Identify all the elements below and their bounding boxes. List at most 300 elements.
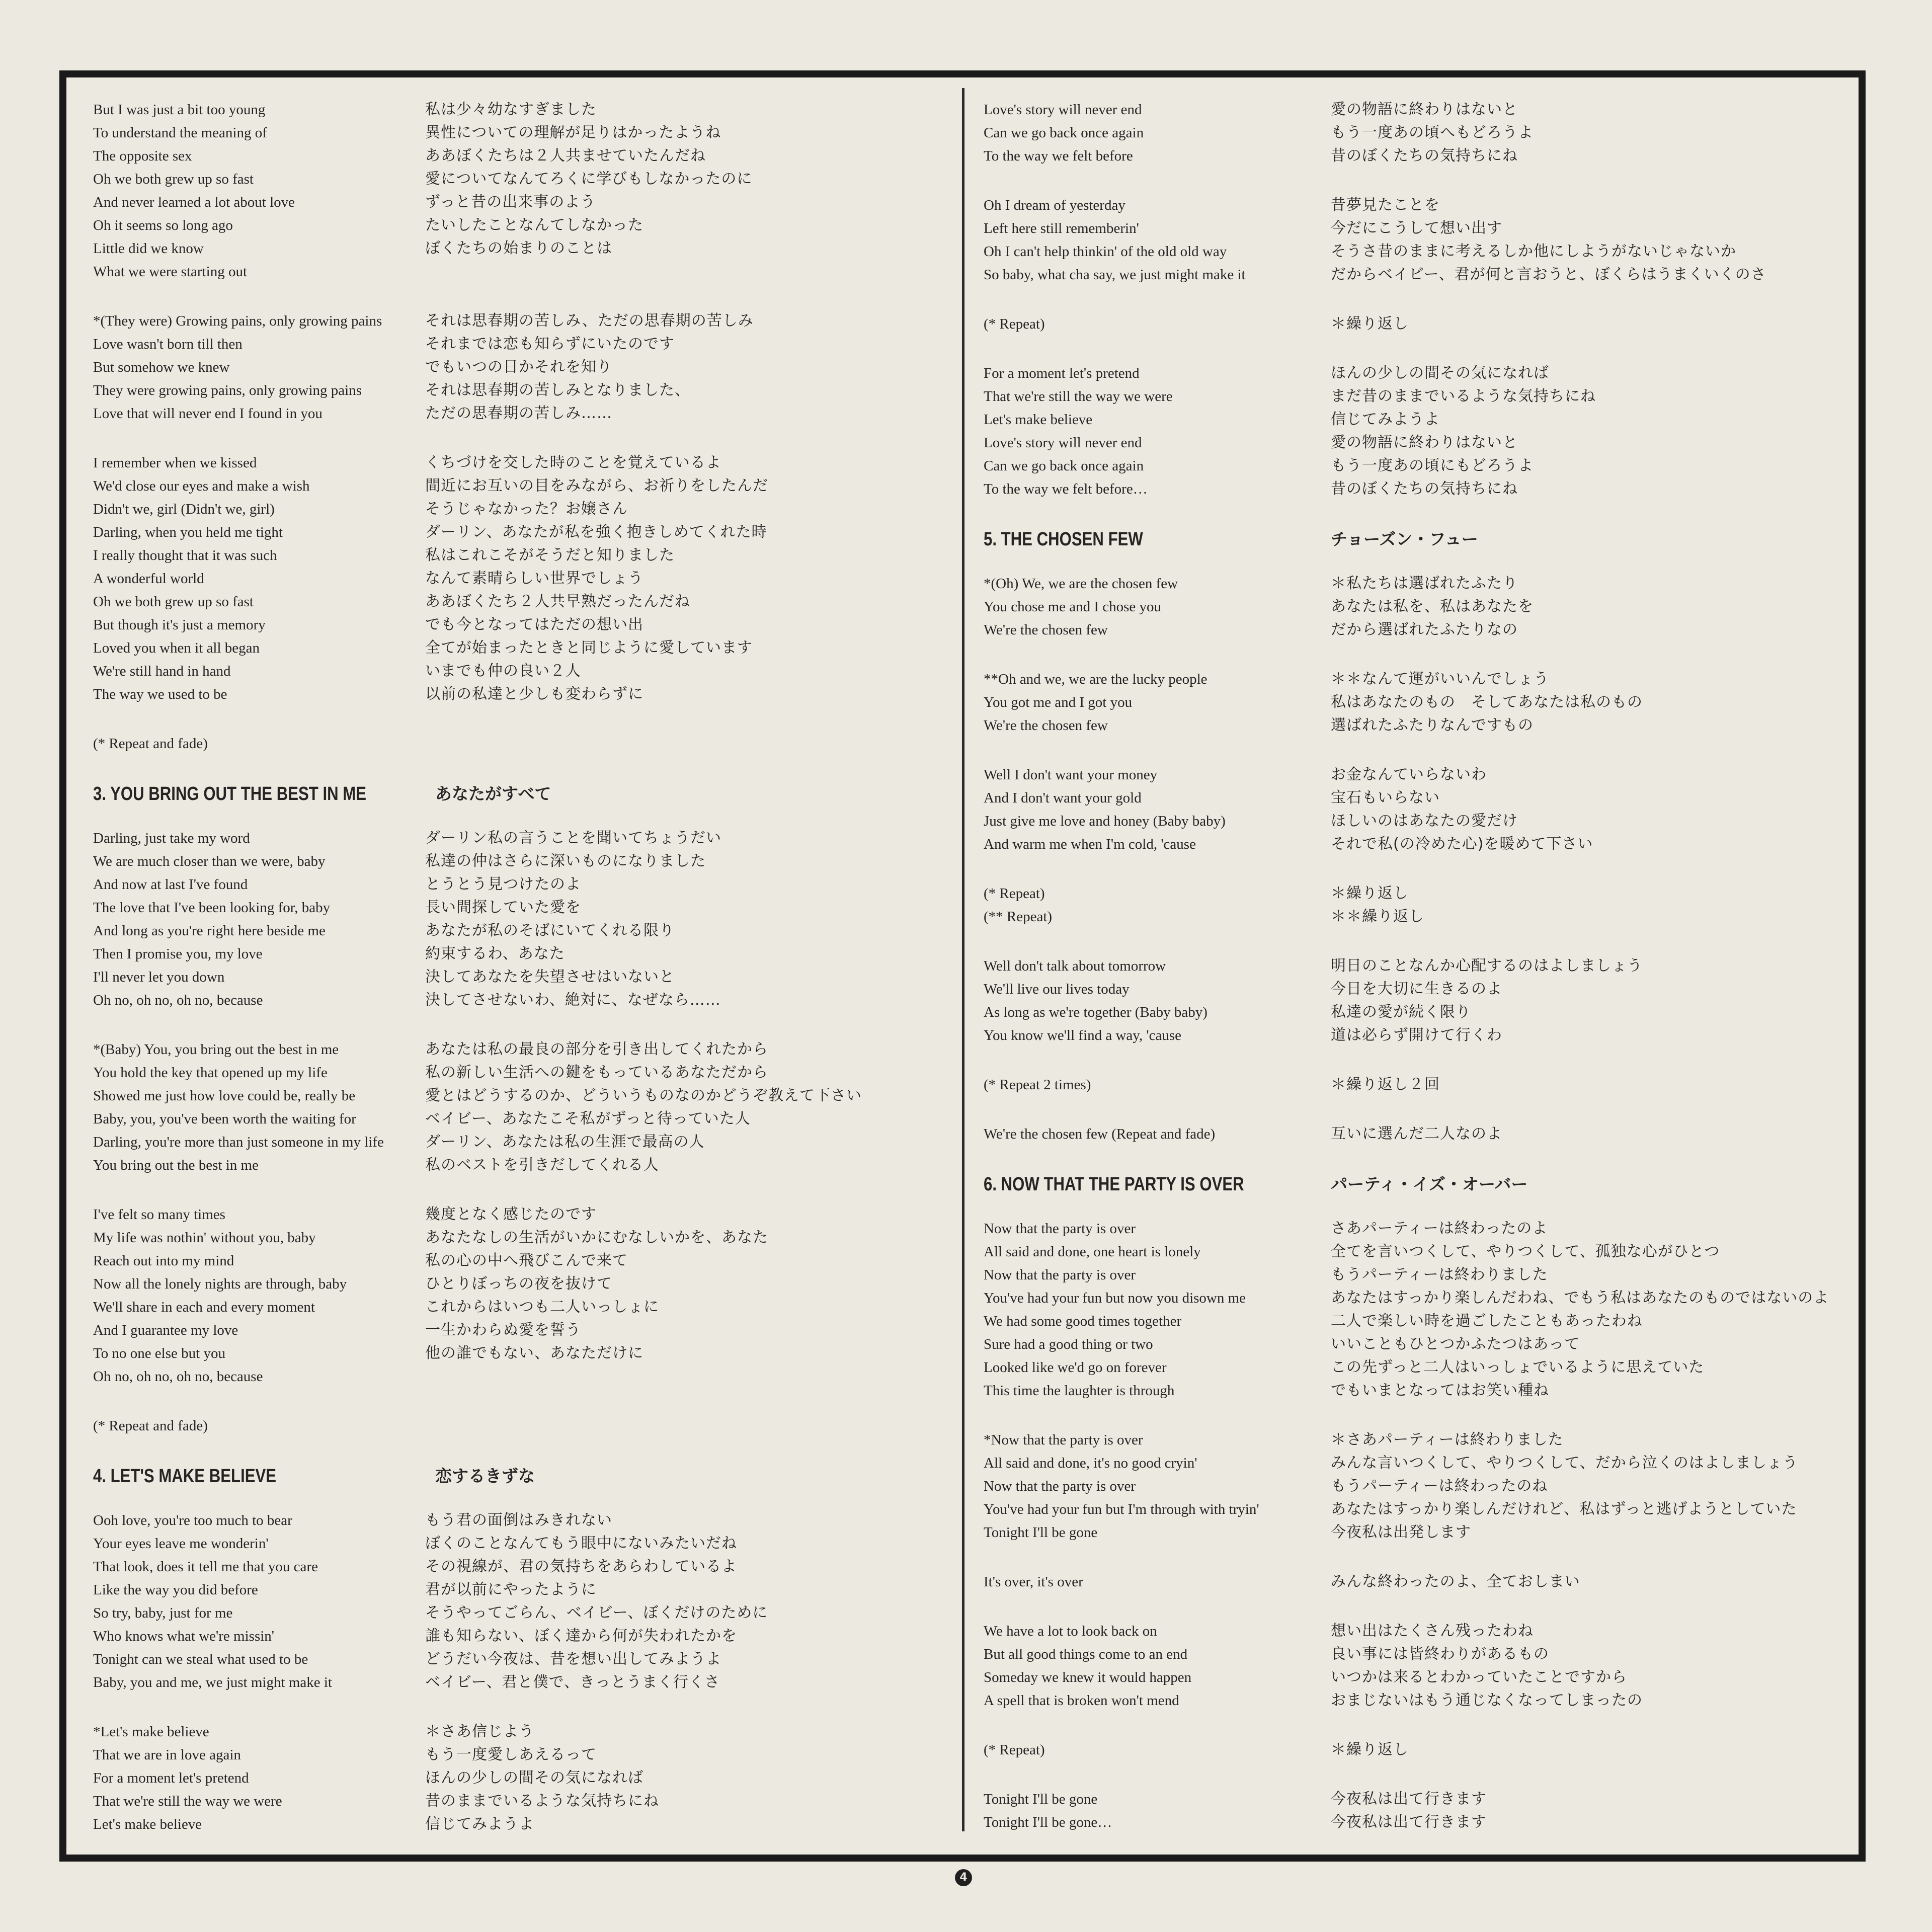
lyric-english: We had some good times together [984, 1313, 1182, 1329]
lyric-stanza [984, 98, 1844, 168]
lyric-english: Little did we know [93, 240, 204, 257]
song-title-japanese: あなたがすべて [435, 784, 551, 803]
lyric-english: Can we go back once again [984, 458, 1144, 474]
lyric-line [93, 214, 928, 237]
lyric-english: Baby, you and me, we just might make it [93, 1674, 332, 1691]
lyric-line [93, 1342, 928, 1365]
lyric-english: And long as you're right here beside me [93, 923, 326, 939]
lyric-line [93, 567, 928, 590]
lyric-english: *(Oh) We, we are the chosen few [984, 576, 1178, 592]
lyric-line [984, 1666, 1844, 1689]
lyric-english: *Let's make believe [93, 1724, 209, 1740]
lyric-english: **Oh and we, we are the lucky people [984, 671, 1208, 687]
lyric-line [93, 1038, 928, 1061]
lyric-stanza [984, 572, 1844, 641]
lyric-english: We're the chosen few (Repeat and fade) [984, 1126, 1216, 1142]
lyric-japanese: ベイビー、君と僕で、きっとうまく行くさ [425, 1673, 720, 1691]
lyric-line [93, 989, 928, 1012]
lyric-english: I've felt so many times [93, 1206, 225, 1223]
lyric-line [93, 1648, 928, 1671]
lyric-stanza [984, 312, 1844, 336]
lyric-line [984, 572, 1844, 595]
lyric-japanese: だから選ばれたふたりなの [1331, 621, 1518, 638]
lyric-stanza [984, 1738, 1844, 1761]
lyric-japanese: 私の心の中へ飛びこんで来て [425, 1252, 628, 1269]
lyric-english: (* Repeat and fade) [93, 1418, 208, 1434]
lyric-line [984, 240, 1844, 263]
lyric-english: That we're still the way we were [984, 388, 1173, 405]
lyric-japanese: 決してあなたを失望させはいないと [425, 968, 675, 986]
lyric-line [93, 1813, 928, 1836]
song-title-english: 6. NOW THAT THE PARTY IS OVER [984, 1174, 1244, 1195]
lyric-english: Oh I can't help thinkin' of the old old way [984, 244, 1227, 260]
lyric-japanese: 今夜私は出発します [1331, 1523, 1471, 1541]
lyric-stanza [93, 98, 928, 283]
lyric-line [984, 144, 1844, 168]
song-heading [984, 1172, 1844, 1197]
lyric-japanese: 決してさせないわ、絶対に、なぜなら…… [425, 991, 721, 1009]
lyric-japanese: ひとりぼっちの夜を抜けて [425, 1275, 612, 1293]
lyric-japanese: 君が以前にやったように [425, 1581, 597, 1598]
lyric-stanza [984, 1073, 1844, 1096]
lyric-japanese: それで私(の冷めた心)を暖めて下さい [1331, 835, 1593, 853]
lyric-line [93, 191, 928, 214]
lyric-stanza [984, 1788, 1844, 1834]
lyric-line [93, 850, 928, 873]
lyric-english: We'll live our lives today [984, 981, 1130, 997]
page-number: 4 [955, 1869, 972, 1886]
lyric-japanese: 他の誰でもない、あなただけに [425, 1344, 643, 1362]
lyric-line [93, 827, 928, 850]
lyric-english: All said and done, it's no good cryin' [984, 1455, 1197, 1471]
lyric-english: Your eyes leave me wonderin' [93, 1536, 269, 1552]
lyric-line [984, 786, 1844, 810]
lyric-english: We're the chosen few [984, 622, 1108, 638]
lyric-english: (** Repeat) [984, 909, 1053, 925]
lyric-english: Oh I dream of yesterday [984, 197, 1125, 213]
lyric-japanese: 選ばれたふたりなんですもの [1331, 716, 1534, 734]
lyric-japanese: でも今となってはただの想い出 [425, 616, 643, 633]
lyric-english: Looked like we'd go on forever [984, 1359, 1167, 1376]
lyric-japanese: 私のベストを引きだしてくれる人 [425, 1156, 659, 1174]
lyric-english: You know we'll find a way, 'cause [984, 1027, 1182, 1043]
song-title-japanese: パーティ・イズ・オーバー [1331, 1174, 1528, 1194]
lyric-japanese: あなたなしの生活がいかにむなしいかを、あなた [425, 1229, 768, 1246]
lyric-english: Who knows what we're missin' [93, 1628, 275, 1644]
lyric-line [93, 942, 928, 965]
lyric-japanese: ＊＊繰り返し [1331, 908, 1424, 925]
lyric-english: (* Repeat 2 times) [984, 1077, 1091, 1093]
lyric-english: We'll share in each and every moment [93, 1299, 315, 1315]
lyric-line [93, 1414, 928, 1437]
lyric-line [984, 1521, 1844, 1544]
lyric-english: They were growing pains, only growing pains [93, 382, 362, 398]
lyric-english: This time the laughter is through [984, 1383, 1175, 1399]
lyric-japanese: みんな終わったのよ、全ておしまい [1331, 1573, 1580, 1590]
lyric-japanese: なんて素晴らしい世界でしょう [425, 570, 643, 587]
lyric-english: Now that the party is over [984, 1221, 1136, 1237]
lyric-line [984, 1570, 1844, 1593]
lyric-english: You hold the key that opened up my life [93, 1065, 328, 1081]
lyric-line [93, 309, 928, 333]
lyric-stanza [984, 763, 1844, 856]
lyric-japanese: 愛とはどうするのか、どういうものなのかどうぞ教えて下さい [425, 1087, 862, 1104]
lyric-japanese: 昔のぼくたちの気持ちにね [1331, 147, 1518, 165]
lyric-english: Darling, when you held me tight [93, 524, 283, 540]
lyric-stanza [984, 1620, 1844, 1712]
lyric-line [93, 1154, 928, 1177]
lyric-english: Someday we knew it would happen [984, 1669, 1192, 1685]
lyric-line [984, 691, 1844, 714]
lyric-japanese: 明日のことなんか心配するのはよしましょう [1331, 957, 1643, 975]
lyric-japanese: ほんの少しの間その気になれば [1331, 364, 1549, 382]
lyric-japanese: あなたが私のそばにいてくれる限り [425, 922, 675, 939]
lyric-line [984, 714, 1844, 737]
lyric-japanese: 道は必らず開けて行くわ [1331, 1026, 1502, 1044]
lyric-english: Can we go back once again [984, 125, 1144, 141]
lyric-line [93, 1766, 928, 1790]
lyric-japanese: 愛の物語に終わりはないと [1331, 434, 1518, 451]
lyric-english: And I guarantee my love [93, 1322, 238, 1338]
lyric-japanese: もう君の面倒はみきれない [425, 1511, 612, 1529]
lyric-english: We're the chosen few [984, 717, 1108, 734]
lyric-english: (* Repeat) [984, 316, 1045, 332]
lyric-line [93, 1555, 928, 1578]
lyric-japanese: おまじないはもう通じなくなってしまったの [1331, 1692, 1643, 1709]
lyric-line [984, 668, 1844, 691]
lyric-english: Didn't we, girl (Didn't we, girl) [93, 501, 275, 517]
lyric-japanese: あなたはすっかり楽しんだわね、でもう私はあなたのものではないのよ [1331, 1289, 1829, 1307]
lyric-japanese: いつかは来るとわかっていたことですから [1331, 1668, 1627, 1686]
lyric-japanese: 昔のぼくたちの気持ちにね [1331, 480, 1518, 498]
lyric-line [93, 356, 928, 379]
lyric-line [984, 1620, 1844, 1643]
lyric-japanese: 想い出はたくさん残ったわね [1331, 1622, 1534, 1640]
lyric-japanese: ほんの少しの間その気になれば [425, 1769, 643, 1787]
lyric-japanese: その視線が、君の気持ちをあらわしているよ [425, 1558, 737, 1575]
lyric-english: My life was nothin' without you, baby [93, 1230, 316, 1246]
lyric-line [984, 263, 1844, 286]
lyric-stanza [93, 1038, 928, 1177]
lyric-english: Love that will never end I found in you [93, 406, 323, 422]
lyric-line [93, 1509, 928, 1532]
lyric-english: All said and done, one heart is lonely [984, 1244, 1201, 1260]
lyric-line [93, 1061, 928, 1084]
lyric-english: Oh we both grew up so fast [93, 594, 254, 610]
lyric-line [984, 362, 1844, 385]
lyric-line [93, 451, 928, 474]
lyric-english: Baby, you, you've been worth the waiting for [93, 1111, 356, 1127]
lyric-line [984, 408, 1844, 431]
lyric-english: Ooh love, you're too much to bear [93, 1512, 292, 1528]
lyric-japanese: 全てを言いつくして、やりつくして、孤独な心がひとつ [1331, 1243, 1720, 1260]
lyric-english: Reach out into my mind [93, 1253, 234, 1269]
lyric-line [93, 1578, 928, 1601]
lyric-english: Well don't talk about tomorrow [984, 958, 1166, 974]
lyric-stanza [93, 309, 928, 425]
song-heading [93, 781, 928, 807]
lyric-stanza [984, 1570, 1844, 1593]
lyric-line [984, 385, 1844, 408]
lyric-japanese: 昔夢見たことを [1331, 196, 1440, 214]
lyric-english: What we were starting out [93, 264, 248, 280]
lyric-japanese: ぼくたちの始まりのことは [425, 239, 612, 257]
lyric-line [93, 1671, 928, 1694]
lyric-english: To understand the meaning of [93, 125, 267, 141]
lyric-line [93, 379, 928, 402]
lyric-japanese: 愛の物語に終わりはないと [1331, 101, 1518, 118]
lyric-line [984, 431, 1844, 454]
lyric-japanese: ＊繰り返し [1331, 315, 1409, 333]
lyric-english: (* Repeat and fade) [93, 736, 208, 752]
lyric-line [984, 1240, 1844, 1263]
lyric-line [984, 1333, 1844, 1356]
lyric-japanese: 全てが始まったときと同じように愛しています [425, 639, 753, 657]
lyric-line [93, 168, 928, 191]
lyric-english: Tonight I'll be gone [984, 1791, 1098, 1807]
lyric-japanese: それは思春期の苦しみ、ただの思春期の苦しみ [425, 312, 754, 330]
lyric-line [984, 1428, 1844, 1452]
lyric-english: *(Baby) You, you bring out the best in me [93, 1041, 339, 1058]
lyric-japanese: もうパーティーは終わったのね [1331, 1477, 1548, 1495]
lyric-japanese: それは思春期の苦しみとなりました、 [425, 381, 690, 399]
lyric-english: And now at last I've found [93, 876, 248, 893]
lyric-japanese: 昔のままでいるような気持ちにね [425, 1792, 659, 1810]
lyric-english: You've had your fun but I'm through with tryin' [984, 1501, 1259, 1517]
lyric-line [93, 873, 928, 896]
lyric-stanza [93, 1203, 928, 1388]
lyric-line [93, 965, 928, 989]
lyric-japanese: まだ昔のままでいるような気持ちにね [1331, 387, 1596, 405]
lyric-english: And warm me when I'm cold, 'cause [984, 836, 1196, 852]
lyric-line [984, 978, 1844, 1001]
lyric-japanese: 一生かわらぬ愛を誓う [425, 1321, 581, 1339]
lyric-line [93, 521, 928, 544]
lyric-japanese: 今夜私は出て行きます [1331, 1813, 1487, 1831]
lyric-line [93, 402, 928, 425]
lyric-stanza [93, 1509, 928, 1694]
song-heading [93, 1464, 928, 1489]
lyric-line [93, 1790, 928, 1813]
lyric-japanese: 長い間探していた愛を [425, 899, 581, 916]
lyric-japanese: ほしいのはあなたの愛だけ [1331, 812, 1518, 830]
lyric-japanese: もう一度あの頃にもどろうよ [1331, 457, 1534, 474]
lyric-japanese: 私達の仲はさらに深いものになりました [425, 852, 706, 870]
lyric-line [984, 1217, 1844, 1240]
lyric-stanza [984, 1122, 1844, 1146]
lyric-english: The love that I've been looking for, baby [93, 900, 331, 916]
lyric-japanese: これからはいつも二人いっしょに [425, 1298, 659, 1316]
lyric-english: Let's make believe [93, 1816, 202, 1832]
lyric-japanese: 今夜私は出て行きます [1331, 1790, 1487, 1808]
lyric-japanese: もう一度愛しあえるって [425, 1746, 597, 1763]
lyric-japanese: あなたは私を、私はあなたを [1331, 598, 1534, 615]
lyric-line [984, 1356, 1844, 1379]
lyric-line [93, 1272, 928, 1296]
lyric-english: Loved you when it all began [93, 640, 260, 656]
lyric-japanese: ＊繰り返し２回 [1331, 1076, 1440, 1093]
lyric-english: *Now that the party is over [984, 1432, 1143, 1448]
song-title-english: 5. THE CHOSEN FEW [984, 529, 1143, 550]
lyric-line [93, 1203, 928, 1226]
lyric-japanese: 互いに選んだ二人なのよ [1331, 1125, 1502, 1143]
lyric-english: Now all the lonely nights are through, baby [93, 1276, 347, 1292]
lyric-line [93, 1296, 928, 1319]
lyric-japanese: ベイビー、あなたこそ私がずっと待っていた人 [425, 1110, 751, 1128]
lyric-line [984, 1788, 1844, 1811]
lyric-line [984, 763, 1844, 786]
lyric-line [984, 618, 1844, 641]
lyric-line [93, 474, 928, 498]
right-column [984, 98, 1844, 1860]
lyric-line [984, 882, 1844, 905]
lyric-line [93, 1319, 928, 1342]
lyric-japanese: それまでは恋も知らずにいたのです [425, 335, 675, 353]
lyric-english: That we are in love again [93, 1747, 241, 1763]
song-title-japanese: 恋するきずな [435, 1466, 535, 1486]
lyric-japanese: ＊さあ信じよう [425, 1723, 534, 1740]
lyric-english: You've had your fun but now you disown me [984, 1290, 1246, 1306]
lyric-english: We have a lot to look back on [984, 1623, 1157, 1639]
lyric-stanza [984, 1428, 1844, 1544]
lyric-japanese: いいこともひとつかふたつはあって [1331, 1335, 1580, 1353]
lyric-japanese: 信じてみようよ [1331, 411, 1440, 428]
lyric-line [984, 1379, 1844, 1402]
lyric-english: Darling, just take my word [93, 830, 250, 846]
lyric-stanza [984, 1217, 1844, 1402]
song-title-english: 3. YOU BRING OUT THE BEST IN ME [93, 783, 367, 804]
lyric-japanese: ＊＊なんて運がいいんでしょう [1331, 670, 1549, 688]
lyric-english: You chose me and I chose you [984, 599, 1162, 615]
lyric-english: A wonderful world [93, 571, 204, 587]
lyric-line [984, 1001, 1844, 1024]
lyric-english: Oh no, oh no, oh no, because [93, 1369, 263, 1385]
lyric-english: Tonight I'll be gone [984, 1524, 1098, 1541]
lyric-english: You got me and I got you [984, 694, 1133, 710]
lyric-line [93, 683, 928, 706]
lyric-japanese: だからベイビー、君が何と言おうと、ぼくらはうまくいくのさ [1331, 266, 1766, 283]
lyric-japanese: あなたは私の最良の部分を引き出してくれたから [425, 1040, 768, 1058]
lyric-english: For a moment let's pretend [984, 365, 1140, 381]
lyric-line [93, 333, 928, 356]
lyric-japanese: 約束するわ、あなた [425, 945, 565, 962]
lyric-english: Let's make believe [984, 412, 1093, 428]
lyric-japanese: お金なんていらないわ [1331, 766, 1487, 783]
lyric-japanese: 誰も知らない、ぼく達から何が失われたかを [425, 1627, 737, 1645]
lyric-japanese: 二人で楽しい時を過ごしたこともあったわね [1331, 1312, 1643, 1330]
lyric-english: Now that the party is over [984, 1478, 1136, 1494]
lyric-english: That we're still the way we were [93, 1793, 282, 1809]
lyric-japanese: 私は少々幼なすぎました [425, 101, 597, 118]
lyric-japanese: 良い事には皆終わりがあるもの [1331, 1645, 1549, 1663]
lyric-english: Love's story will never end [984, 102, 1142, 118]
lyric-english: Then I promise you, my love [93, 946, 263, 962]
lyric-japanese: とうとう見つけたのよ [425, 875, 581, 893]
lyric-english: Left here still rememberin' [984, 220, 1139, 236]
lyric-japanese: ああぼくたちは２人共ませていたんだね [425, 147, 706, 165]
lyric-line [93, 660, 928, 683]
lyric-english: The way we used to be [93, 686, 227, 702]
lyric-line [984, 1310, 1844, 1333]
lyric-line [984, 1286, 1844, 1310]
lyric-stanza [984, 194, 1844, 286]
left-column [93, 98, 928, 1862]
lyric-japanese: ああぼくたち２人共早熟だったんだね [425, 593, 690, 610]
lyric-stanza [984, 362, 1844, 501]
lyric-line [984, 1643, 1844, 1666]
lyric-line [984, 121, 1844, 144]
lyric-japanese: ＊繰り返し [1331, 884, 1409, 902]
lyric-line [984, 1738, 1844, 1761]
lyric-english: To the way we felt before [984, 148, 1133, 164]
lyric-english: It's over, it's over [984, 1574, 1083, 1590]
lyric-line [93, 1720, 928, 1743]
lyric-english: We'd close our eyes and make a wish [93, 478, 310, 494]
lyric-line [984, 1689, 1844, 1712]
lyric-english: I'll never let you down [93, 969, 225, 985]
song-heading [984, 527, 1844, 552]
lyric-english: Like the way you did before [93, 1582, 258, 1598]
lyric-japanese: 私の新しい生活への鍵をもっているあなただから [425, 1064, 768, 1081]
lyric-line [93, 98, 928, 121]
lyric-stanza [93, 1414, 928, 1437]
lyric-line [93, 1743, 928, 1766]
lyric-japanese: そうさ昔のままに考えるしか他にしようがないじゃないか [1331, 243, 1736, 260]
lyric-line [93, 919, 928, 942]
lyric-japanese: どうだい今夜は、昔を想い出してみようよ [425, 1650, 721, 1668]
lyric-english: I remember when we kissed [93, 455, 257, 471]
lyric-stanza [93, 827, 928, 1012]
lyric-japanese: でもいまとなってはお笑い種ね [1331, 1382, 1549, 1399]
lyric-japanese: ただの思春期の苦しみ…… [425, 405, 612, 422]
lyric-english: So baby, what cha say, we just might make it [984, 267, 1246, 283]
lyric-english: Oh we both grew up so fast [93, 171, 254, 187]
lyric-english: But somehow we knew [93, 359, 230, 375]
lyric-japanese: 異性についての理解が足りはかったようね [425, 124, 721, 141]
lyric-english: *(They were) Growing pains, only growing pains [93, 313, 382, 329]
lyric-english: To no one else but you [93, 1345, 225, 1361]
lyric-line [984, 1452, 1844, 1475]
lyric-english: Love's story will never end [984, 435, 1142, 451]
lyric-stanza [93, 732, 928, 755]
lyric-english: That look, does it tell me that you care [93, 1559, 318, 1575]
lyric-stanza [93, 451, 928, 706]
lyric-english: But all good things come to an end [984, 1646, 1188, 1662]
lyric-line [984, 1811, 1844, 1834]
lyric-line [984, 312, 1844, 336]
lyric-japanese: ずっと昔の出来事のよう [425, 193, 596, 211]
lyric-line [984, 454, 1844, 477]
lyric-japanese: くちづけを交した時のことを覚えているよ [425, 454, 721, 471]
lyric-line [984, 1024, 1844, 1047]
lyric-line [984, 1498, 1844, 1521]
lyric-line [984, 1475, 1844, 1498]
lyric-english: I really thought that it was such [93, 547, 277, 564]
lyric-english: But though it's just a memory [93, 617, 266, 633]
lyric-japanese: この先ずっと二人はいっしょでいるように思えていた [1331, 1358, 1705, 1376]
lyric-stanza [984, 954, 1844, 1047]
lyric-stanza [93, 1720, 928, 1836]
lyric-japanese: たいしたことなんてしなかった [425, 216, 643, 234]
lyric-english: Well I don't want your money [984, 767, 1158, 783]
lyric-english: For a moment let's pretend [93, 1770, 249, 1786]
lyric-japanese: 私はあなたのもの そしてあなたは私のもの [1331, 693, 1643, 711]
lyric-english: A spell that is broken won't mend [984, 1693, 1179, 1709]
lyric-japanese: ＊繰り返し [1331, 1741, 1409, 1758]
lyric-japanese: そうやってごらん、ベイビー、ぼくだけのために [425, 1604, 768, 1622]
lyric-english: Just give me love and honey (Baby baby) [984, 813, 1226, 829]
lyric-line [93, 1107, 928, 1131]
